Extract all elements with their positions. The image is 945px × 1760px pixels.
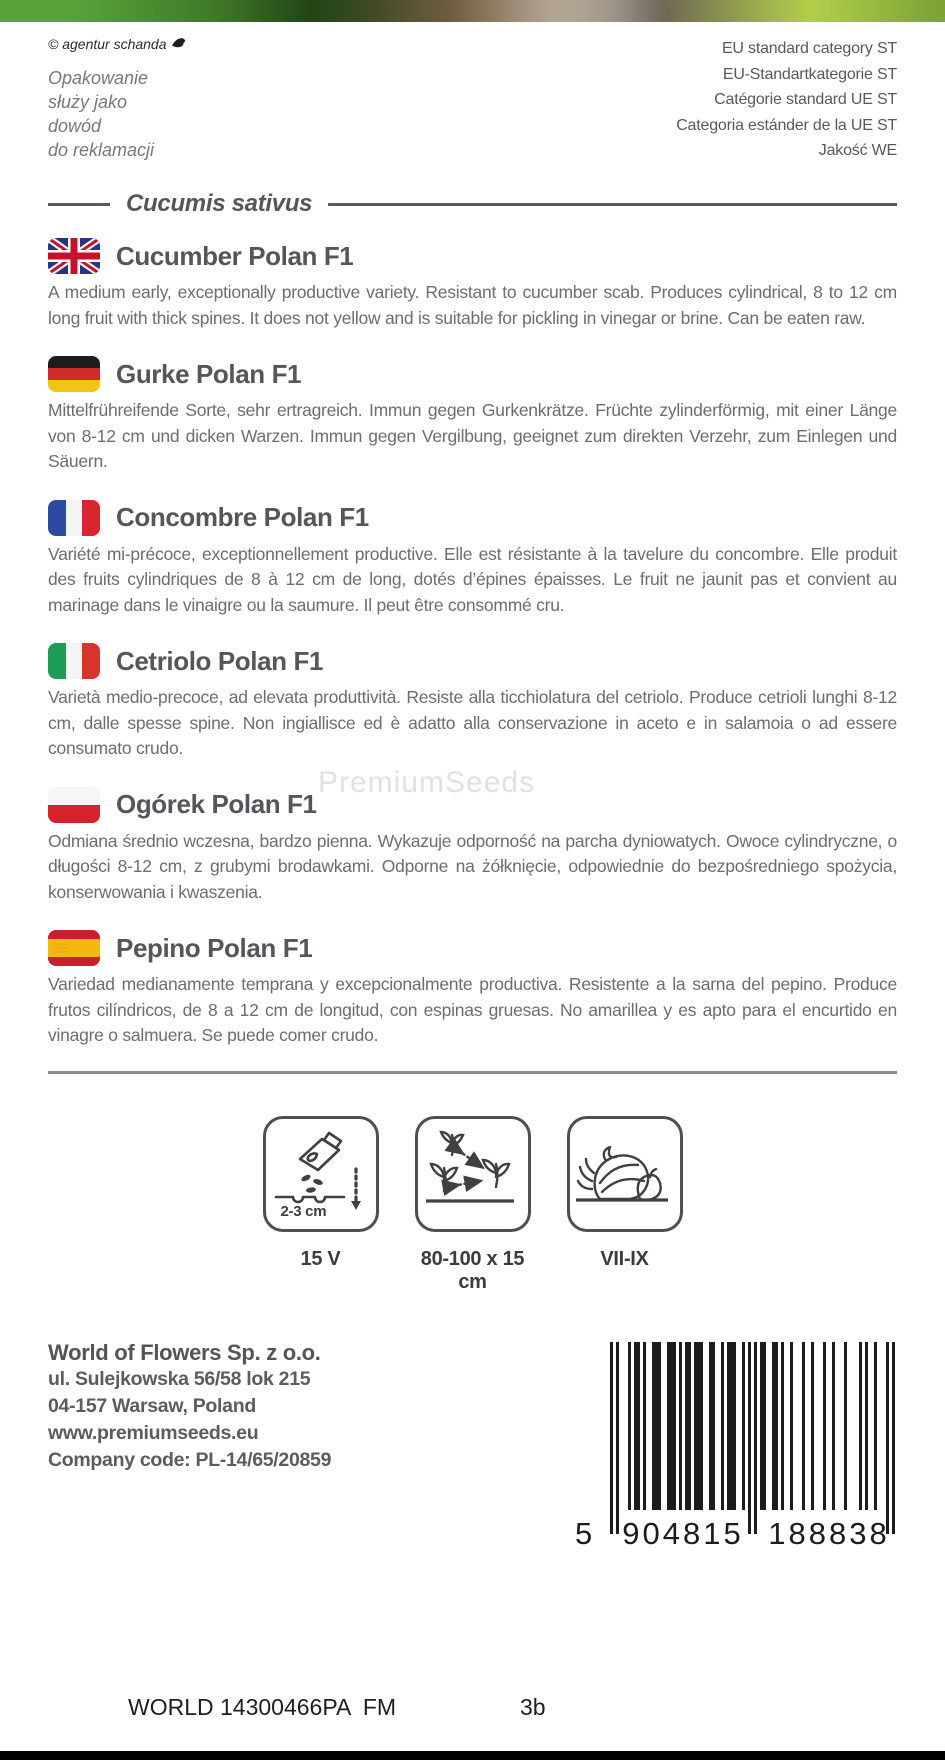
species-header	[48, 190, 897, 218]
italy-flag-icon	[48, 643, 100, 679]
sowing-depth-cell	[261, 1116, 381, 1294]
eu-category-line: Categoria estánder de la UE ST	[676, 116, 897, 134]
barcode-bars	[610, 1342, 895, 1537]
barcode-digit-first: 5	[575, 1515, 593, 1551]
section-italian	[48, 643, 897, 762]
copyright-text: © agentur schanda	[48, 36, 167, 52]
left-rule	[48, 203, 110, 206]
variety-title-italian: Cetriolo Polan F1	[116, 645, 324, 676]
section-divider	[48, 1071, 897, 1074]
claim-line: dowód	[48, 116, 102, 136]
bottom-row	[48, 1340, 897, 1556]
eu-category-line: EU standard category ST	[721, 40, 897, 57]
sowing-time-label: 15 V	[300, 1247, 341, 1270]
germany-flag-icon	[48, 356, 100, 392]
top-photo-strip	[0, 0, 945, 22]
title-row	[48, 356, 897, 392]
title-row	[48, 787, 897, 823]
barcode-digits-left: 904815	[622, 1515, 744, 1551]
variety-title-german: Gurke Polan F1	[116, 358, 302, 389]
plant-spacing-cell	[413, 1116, 533, 1294]
bottom-black-bar	[0, 1751, 945, 1760]
company-address-block	[48, 1340, 331, 1474]
variety-description-french: Variété mi-précoce, exceptionnellement productive. Elle est résistante à la tavelure du concombre. Elle produit des fruits cylindriques de 8 à 12 cm de long, dotés d’épines épaisses. Le fruit ne jaunit pas et convient au marinage dans le vinaigre ou la saumure. Il peut être consommé cru.	[48, 543, 897, 615]
harvest-period-label: VII-IX	[600, 1247, 649, 1270]
sowing-depth-value: 2-3 cm	[280, 1202, 327, 1220]
variety-title-english: Cucumber Polan F1	[116, 240, 354, 271]
packaging-claim	[48, 66, 187, 162]
variety-description-german: Mittelfrühreifende Sorte, sehr ertragreich. Immun gegen Gurkenkrätze. Früchte zylinderförmig, mit einer Länge von 8-12 cm und dicken Warzen. Immun gegen Vergilbung, geeignet zum direkten Verzehr, zum Einlegen und Säuern.	[48, 400, 897, 471]
cultivation-icons-row	[48, 1116, 897, 1294]
section-english	[48, 238, 897, 331]
france-flag-icon	[48, 500, 100, 536]
print-footer	[0, 1694, 945, 1726]
claim-line: służy jako	[48, 92, 128, 112]
plant-spacing-label: 80-100 x 15 cm	[420, 1247, 525, 1293]
variety-description-spanish: Variedad medianamente temprana y excepcionalmente productiva. Resistente a la sarna del pepino. Produce frutos cilíndricos, de 8 a 12 cm de longitud, con espinas gruesas. No amarillea y es apto para el encurtido en vinagre o salmuera. Se puede comer crudo.	[48, 974, 897, 1045]
top-row	[48, 36, 897, 164]
title-row	[48, 643, 897, 679]
title-row	[48, 238, 897, 274]
section-french	[48, 500, 897, 619]
company-address-line: ul. Sulejkowska 56/58 lok 215	[48, 1367, 311, 1390]
title-row	[48, 930, 897, 966]
title-row	[48, 500, 897, 536]
section-polish	[48, 787, 897, 906]
variety-title-polish: Ogórek Polan F1	[116, 789, 317, 819]
claim-line: do reklamacji	[48, 140, 155, 160]
ean13-barcode	[575, 1342, 897, 1556]
sowing-depth-icon	[263, 1116, 379, 1232]
barcode-digits-right: 188838	[768, 1515, 890, 1551]
plant-spacing-icon	[415, 1116, 531, 1232]
variety-title-spanish: Pepino Polan F1	[116, 932, 313, 963]
variety-description-english: A medium early, exceptionally productive variety. Resistant to cucumber scab. Produces cylindrical, 8 to 12 cm long fruit with thick spines. It does not yellow and is suitable for pickling in vinegar or brine. Can be eaten raw.	[48, 282, 897, 328]
variety-description-polish: Odmiana średnio wczesna, bardzo pienna. Wykazuje odporność na parcha dyniowatych. Owoce cylindryczne, o długości 8-12 cm, z grubymi brodawkami. Odporne na żółknięcie, odpowiednie do bezpośredniego spożycia, konserwowania i kwaszenia.	[48, 830, 897, 902]
eu-category-block	[676, 36, 897, 164]
right-rule	[328, 203, 897, 206]
eu-category-line: Catégorie standard UE ST	[714, 91, 897, 108]
eu-category-line: EU-Standartkategorie ST	[722, 65, 897, 83]
spain-flag-icon	[48, 930, 100, 966]
left-header-block	[48, 36, 187, 162]
company-address-line: 04-157 Warsaw, Poland	[48, 1394, 256, 1417]
harvest-period-cell	[565, 1116, 685, 1294]
variety-title-french: Concombre Polan F1	[116, 502, 369, 532]
print-code: WORLD 14300466PA FM	[128, 1694, 397, 1720]
page-mark: 3b	[520, 1694, 546, 1720]
section-spanish	[48, 930, 897, 1049]
premiumseeds-watermark: PremiumSeeds	[318, 766, 536, 799]
eu-category-line: Jakość WE	[818, 142, 897, 159]
claim-line: Opakowanie	[48, 68, 149, 88]
agentur-schanda-logo-icon	[171, 36, 187, 52]
poland-flag-icon	[48, 787, 100, 823]
copyright-line	[48, 36, 187, 52]
species-name: Cucumis sativus	[126, 190, 313, 217]
company-code: Company code: PL-14/65/20859	[48, 1448, 332, 1471]
company-name: World of Flowers Sp. z o.o.	[48, 1339, 321, 1365]
uk-flag-icon	[48, 238, 100, 274]
variety-description-italian: Varietà medio-precoce, ad elevata produttività. Resiste alla ticchiolatura del cetriolo. Produce cetrioli lunghi 8-12 cm, dalle spesse spine. Non ingiallisce ed è adatto alla conservazione in aceto e in salamoia o ad essere consumato crudo.	[48, 687, 897, 758]
harvest-period-icon	[567, 1116, 683, 1232]
company-website: www.premiumseeds.eu	[48, 1421, 259, 1444]
section-german	[48, 356, 897, 475]
